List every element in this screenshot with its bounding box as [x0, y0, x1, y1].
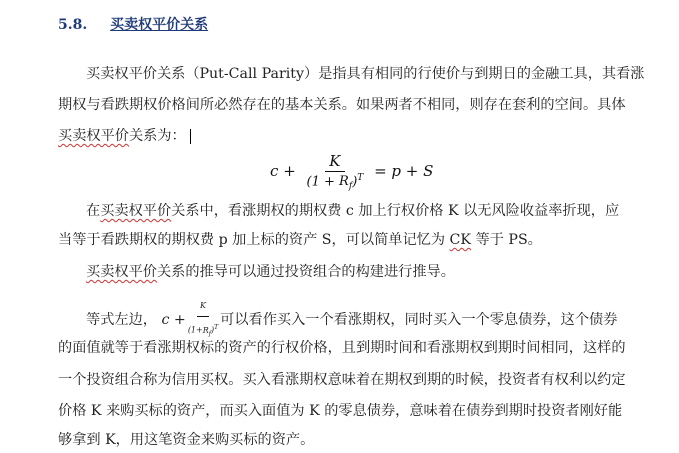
eq-fraction [305, 152, 366, 192]
eq-plus: + [283, 161, 296, 180]
text-cursor [190, 129, 191, 144]
spell-flag-term: 买卖权平价 [100, 203, 172, 219]
paragraph-1-line-3[interactable] [58, 126, 191, 146]
paragraph-1-line-1: 买卖权平价关系（Put-Call Parity）是指具有相同的行使价与到期日的金融工具，其看涨 [86, 66, 645, 82]
paragraph-4-line-1 [86, 296, 617, 344]
text-run: 当等于看跌期权的期权费 p 加上标的资产 S，可以简单记忆为 [58, 232, 450, 248]
text-run: 在 [86, 203, 101, 219]
text-run: 等式左边， [86, 312, 157, 329]
paragraph-4-line-4: 价格 K 来购买标的资产，而买入面值为 K 的零息债券，意味着在债券到期时投资者刚好能 [58, 403, 623, 419]
eq-numerator: K [325, 152, 344, 172]
text-run: 关系的推导可以通过投资组合的构建进行推导。 [156, 264, 455, 280]
paragraph-1-line-2: 期权与看跌期权价格间所必然存在的基本关系。如果两者不相同，则存在套利的空间。具体 [58, 97, 626, 113]
eq-c: c [270, 161, 279, 180]
text-run: 关系为： [128, 128, 186, 144]
section-title: 买卖权平价关系 [110, 17, 209, 33]
paragraph-4-line-5: 够拿到 K，用这笔资金来购买标的资产。 [58, 432, 315, 448]
text-run: 等于 PS。 [471, 232, 542, 248]
section-heading [58, 14, 208, 34]
inline-numerator: K [197, 296, 209, 317]
paragraph-3-line-1 [86, 262, 455, 282]
inline-eq-c: c + [161, 312, 186, 329]
eq-rhs: = p + S [374, 161, 434, 180]
paragraph-2-line-2 [58, 230, 542, 250]
eq-denominator: $(1 + R_f)^T$ [306, 173, 364, 192]
paragraph-4-line-2: 的面值就等于看涨期权标的资产的行权价格，且到期时间和看涨期权到期时间相同，这样的 [58, 340, 626, 356]
paragraph-2-line-1 [86, 201, 619, 221]
inline-fraction [188, 296, 218, 344]
spell-flag-term: 买卖权平价 [86, 264, 157, 280]
text-run: 关系中，看涨期权的期权费 c 加上行权价格 K 以无风险收益率折现，应 [171, 203, 620, 219]
spell-flag-ck: CK [449, 232, 471, 248]
spell-flag-term: 买卖权平价 [58, 128, 129, 144]
paragraph-4-line-3: 一个投资组合称为信用买权。买入看涨期权意味着在期权到期的时候，投资者有权利以约定 [58, 372, 626, 388]
section-number: 5.8. [58, 17, 88, 33]
parity-equation [270, 152, 433, 192]
text-run: 可以看作买入一个看涨期权，同时买入一个零息债券，这个债券 [220, 312, 618, 329]
inline-denominator: $(1+R_f)^T$ [187, 324, 219, 338]
